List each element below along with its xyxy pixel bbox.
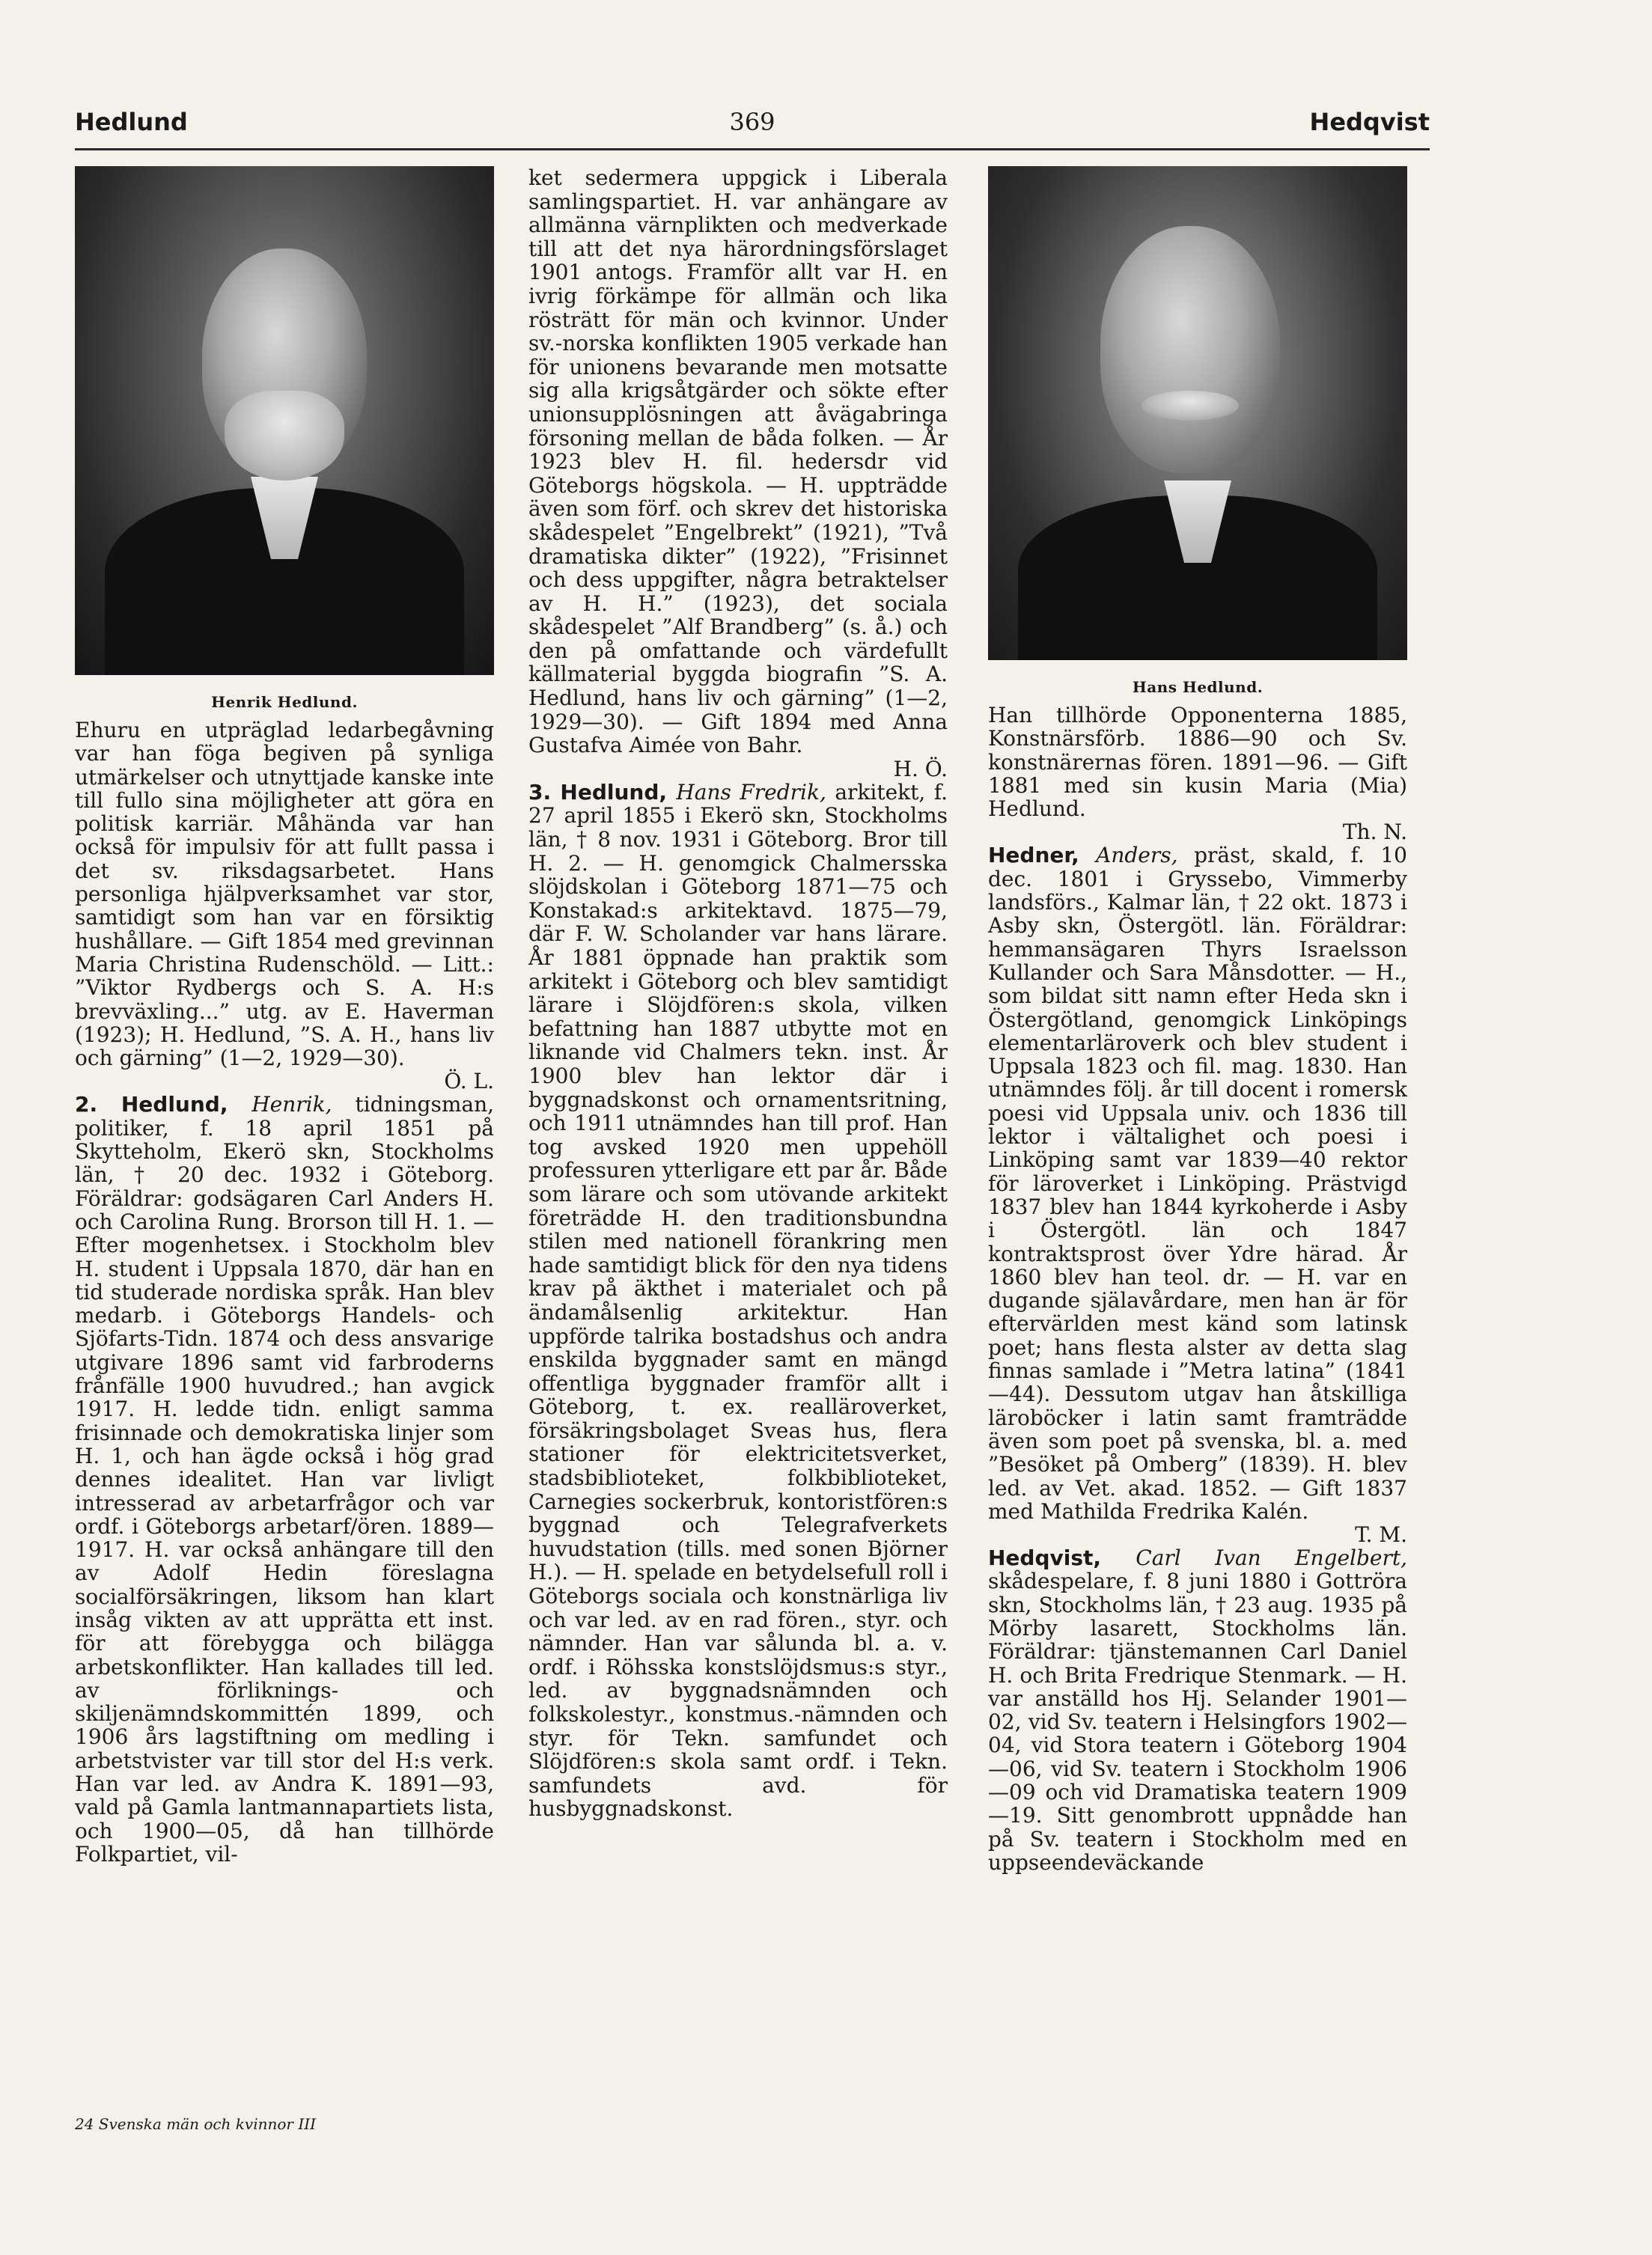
- body-paragraph: Han tillhörde Opponenterna 1885, Konstnärsförb. 1886—90 och Sv. konstnärernas fören. 1891—96. — Gift 1881 med sin kusin Maria (Mia) Hedlund.: [988, 703, 1407, 822]
- entry-anders-hedner: [988, 843, 1407, 1523]
- author-signature: T. M.: [1355, 1522, 1407, 1548]
- entry-text: skådespelare, f. 8 juni 1880 i Gottröra skn, Stockholms län, † 23 aug. 1935 på Mörby lasarett, Stockholms län. Föräldrar: tjänstemannen Carl Daniel H. och Brita Fredrique Stenmark. — H. var anställd hos Hj. Selander 1901—02, vid Sv. teatern i Helsingfors 1902—04, vid Stora teatern i Göteborg 1904—06, vid Sv. teatern i Stockholm 1906—09 och vid Dramatiska teatern 1909—19. Sitt genombrott uppnådde han på Sv. teatern i Stockholm med en uppseendeväckande: [988, 1569, 1407, 1875]
- entry-heading: 2. Hedlund,: [75, 1092, 252, 1117]
- entry-text: arkitekt, f. 27 april 1855 i Ekerö skn, Stockholms län, † 8 nov. 1931 i Göteborg. Bror till H. 2. — H. genomgick Chalmersska slöjdskolan i Göteborg 1871—75 och Konstakad:s arkitektavd. 1875—79, där F. W. Scholander var hans lärare. År 1881 öppnade han praktik som arkitekt i Göteborg och blev samtidigt lärare i Slöjdfören:s skola, vilken befattning han 1887 utbytte mot en liknande vid Chalmers tekn. inst. År 1900 blev han lektor där i byggnadskonst och ornamentsritning, och 1911 utnämndes han till prof. Han tog avsked 1920 men uppehöll professuren ytterligare ett par år. Både som lärare och som utövande arkitekt företrädde H. den traditionsbundna stilen med nationell förankring men hade samtidigt blick för den nya tidens krav på äkthet i materialet och på ändamålsenlig arkitektur. Han uppförde talrika bostadshus och andra enskilda byggnader samt en mängd offentliga byggnader framför allt i Göteborg, t. ex. realläroverket, försäkringsbolaget Sveas hus, flera stationer för elektricitetsverket, stadsbiblioteket, folkbiblioteket, Carnegies sockerbruk, kontoristfören:s byggnad och Telegrafverkets huvudstation (tills. med sonen Björner H.). — H. spelade en betydelsefull roll i Göteborgs sociala och konstnärliga liv och var led. av en rad fören., styr. och nämnder. Han var sålunda bl. a. v. ordf. i Röhsska konstslöjdsmus:s styr., led. av byggnadsnämnden och folkskolestyr., konstmus.-nämnden och styr. för Tekn. samfundet och Slöjdfören:s skola samt ordf. i Tekn. samfundets avd. för husbyggnadskonst.: [528, 779, 948, 1822]
- page-footer: 24 Svenska män och kvinnor III: [75, 2115, 317, 2133]
- author-signature: H. Ö.: [893, 756, 948, 781]
- entry-heading: 3. Hedlund,: [528, 779, 677, 805]
- entry-henrik-hedlund: [75, 1093, 494, 1866]
- running-head-left: Hedlund: [75, 108, 188, 136]
- portrait-henrik-hedlund: [75, 166, 494, 675]
- portrait-hans-hedlund: [988, 166, 1407, 660]
- entry-name: Hans Fredrik,: [676, 779, 835, 805]
- entry-name: Anders,: [1096, 843, 1195, 868]
- photo-caption: Henrik Hedlund.: [211, 693, 358, 711]
- entry-text: tidningsman, politiker, f. 18 april 1851 på Skytteholm, Ekerö skn, Stockholms län, † 20 dec. 1932 i Göteborg. Föräldrar: godsägaren Carl Anders H. och Carolina Rung. Brorson till H. 1. — Efter mogenhetsex. i Stockholm blev H. student i Uppsala 1870, där han en tid studerade nordiska språk. Han blev medarb. i Göteborgs Handels- och Sjöfarts-Tidn. 1874 och dess ansvarige utgivare 1896 samt vid farbroderns frånfälle 1900 huvudred.; han avgick 1917. H. ledde tidn. enligt samma frisinnade och demokratiska linjer som H. 1, och han ägde också i hög grad dennes idealitet. Han var livligt intresserad av arbetarfrågor och var ordf. i Göteborgs arbetarf/ören. 1889—1917. H. var också anhängare till den av Adolf Hedin föreslagna socialförsäkringen, liksom han klart insåg vikten av att upprätta ett inst. för att förebygga och bilägga arbetskonflikter. Han kallades till led. av förliknings- och skiljenämndskommittén 1899, och 1906 års lagstiftning om medling i arbetstvister var till stor del H:s verk. Han var led. av Andra K. 1891—93, vald på Gamla lantmannapartiets lista, och 1900—05, då han tillhörde Folkpartiet, vil-: [75, 1092, 494, 1867]
- page-number: 369: [729, 108, 775, 136]
- photo-caption: Hans Hedlund.: [1132, 678, 1264, 696]
- column-2: [528, 166, 948, 1821]
- running-head: [75, 103, 1430, 150]
- body-paragraph: ket sedermera uppgick i Liberala samlingspartiet. H. var anhängare av allmänna värnplikten och medverkade till att det nya härordningsförslaget 1901 antogs. Framför allt var H. en ivrig förkämpe för allmän och lika rösträtt för män och kvinnor. Under sv.-norska konflikten 1905 verkade han för unionens bevarande men motsatte sig alla krigsåtgärder och sökte efter unionsupplösningen att åvägabringa försoning mellan de båda folken. — År 1923 blev H. fil. hedersdr vid Göteborgs högskola. — H. uppträdde även som förf. och skrev det historiska skådespelet ”Engelbrekt” (1921), ”Två dramatiska dikter” (1922), ”Frisinnet och dess uppgifter, några betraktelser av H. H.” (1923), det sociala skådespelet ”Alf Brandberg” (s. å.) och den på omfattande och värdefullt källmaterial byggda biografin ”S. A. Hedlund, hans liv och gärning” (1—2, 1929—30). — Gift 1894 med Anna Gustafva Aimée von Bahr.: [528, 165, 948, 758]
- body-paragraph: Ehuru en utpräglad ledarbegåvning var han föga begiven på synliga utmärkelser och utnyttjade kanske inte till fullo sina möjligheter att göra en politisk karriär. Måhända var han också för impulsiv för att fullt passa i det sv. riksdagsarbetet. Hans personliga hjälpverksamhet var stor, samtidigt som han var en försiktig hushållare. — Gift 1854 med grevinnan Maria Christina Rudenschöld. — Litt.: ”Viktor Rydbergs och S. A. H:s brevväxling...” utg. av E. Haverman (1923); H. Hedlund, ”S. A. H., hans liv och gärning” (1—2, 1929—30).: [75, 718, 494, 1071]
- author-signature: Ö. L.: [444, 1069, 494, 1094]
- entry-heading: Hedqvist,: [988, 1545, 1136, 1571]
- entry-heading: Hedner,: [988, 843, 1097, 868]
- entry-hans-hedlund: [528, 781, 948, 1821]
- column-1: [75, 166, 494, 1866]
- entry-carl-hedqvist: [988, 1546, 1407, 1874]
- author-signature: Th. N.: [1342, 820, 1407, 845]
- running-head-right: Hedqvist: [1309, 108, 1430, 136]
- entry-name: Carl Ivan Engelbert,: [1136, 1545, 1407, 1571]
- column-3: [988, 166, 1407, 1874]
- entry-name: Henrik,: [252, 1092, 356, 1117]
- entry-text: präst, skald, f. 10 dec. 1801 i Gryssebo, Vimmerby landsförs., Kalmar län, † 22 okt. 1873 i Asby skn, Östergötl. län. Föräldrar: hemmansägaren Thyrs Israelsson Kullander och Sara Månsdotter. — H., som bildat sitt namn efter Heda skn i Östergötland, genomgick Linköpings elementarläroverk och blev student i Uppsala 1823 och fil. mag. 1830. Han utnämndes följ. år till docent i romersk poesi vid Uppsala univ. och 1836 till lektor i vältalighet och poesi i Linköping samt var 1839—40 rektor för läroverket i Linköping. Prästvigd 1837 blev han 1844 kyrkoherde i Asby i Östergötl. län och 1847 kontraktsprost över Ydre härad. År 1860 blev han teol. dr. — H. var en dugande själavårdare, men han är för eftervärlden mest känd som latinsk poet; hans flesta alster av detta slag finnas samlade i ”Metra latina” (1841—44). Dessutom utgav han åtskilliga läroböcker i latin samt framträdde även som poet på svenska, bl. a. med ”Besöket på Omberg” (1839). H. blev led. av Vet. akad. 1852. — Gift 1837 med Mathilda Fredrika Kalén.: [988, 843, 1407, 1524]
